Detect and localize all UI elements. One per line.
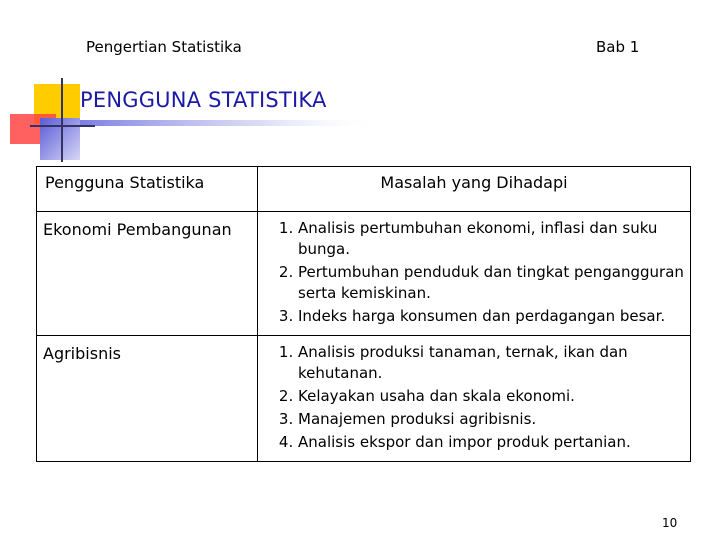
list-item: 2. Pertumbuhan penduduk dan tingkat pengangguran serta kemiskinan. xyxy=(298,262,686,304)
list-item: 1. Analisis produksi tanaman, ternak, ikan dan kehutanan. xyxy=(298,342,686,384)
problem-list xyxy=(258,342,686,453)
table-header-row xyxy=(37,167,691,212)
header-chapter-title: Pengertian Statistika xyxy=(86,38,242,56)
page-title: PENGGUNA STATISTIKA xyxy=(80,88,327,112)
decorative-logo xyxy=(0,70,720,170)
list-item: 3. Manajemen produksi agribisnis. xyxy=(298,409,686,430)
list-item: 3. Indeks harga konsumen dan perdagangan besar. xyxy=(298,306,686,327)
statistics-users-table xyxy=(36,166,691,462)
problem-cell xyxy=(258,336,691,462)
problem-list xyxy=(258,218,686,327)
page-number: 10 xyxy=(662,516,678,530)
list-item: 1. Analisis pertumbuhan ekonomi, inflasi dan suku bunga. xyxy=(298,218,686,260)
column-header-user: Pengguna Statistika xyxy=(37,167,258,212)
problem-cell xyxy=(258,212,691,336)
header-chapter-number: Bab 1 xyxy=(596,38,640,56)
list-item: 2. Kelayakan usaha dan skala ekonomi. xyxy=(298,386,686,407)
table-row xyxy=(37,336,691,462)
column-header-problem: Masalah yang Dihadapi xyxy=(258,167,691,212)
list-item: 4. Analisis ekspor dan impor produk pertanian. xyxy=(298,432,686,453)
user-cell: Ekonomi Pembangunan xyxy=(37,212,258,336)
table-row xyxy=(37,212,691,336)
user-cell: Agribisnis xyxy=(37,336,258,462)
